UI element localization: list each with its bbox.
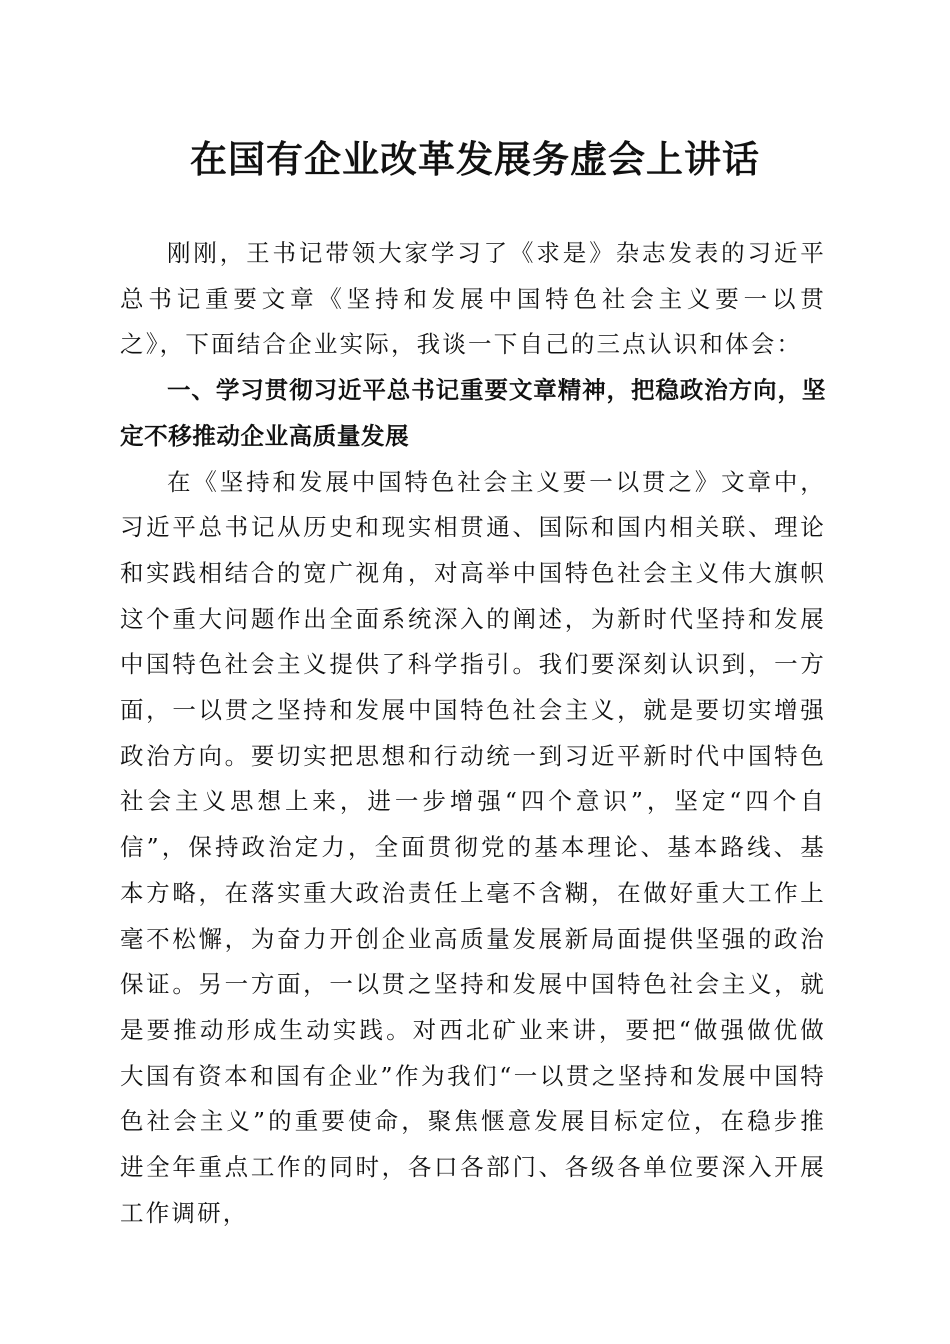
body-paragraph: 在《坚持和发展中国特色社会主义要一以贯之》文章中，习近平总书记从历史和现实相贯通、国际和国内相关联、理论和实践相结合的宽广视角，对高举中国特色社会主义伟大旗帜这个重大问题作出全面系统深入的阐述，为新时代坚持和发展中国特色社会主义提供了科学指引。我们要深刻认识到，一方面，一以贯之坚持和发展中国特色社会主义，就是要切实增强政治方向。要切实把思想和行动统一到习近平新时代中国特色社会主义思想上来，进一步增强“四个意识”，坚定“四个自信”，保持政治定力，全面贯彻党的基本理论、基本路线、基本方略，在落实重大政治责任上毫不含糊，在做好重大工作上毫不松懈，为奋力开创企业高质量发展新局面提供坚强的政治保证。另一方面，一以贯之坚持和发展中国特色社会主义，就是要推动形成生动实践。对西北矿业来讲，要把“做强做优做大国有资本和国有企业”作为我们“一以贯之坚持和发展中国特色社会主义”的重要使命，聚焦惬意发展目标定位，在稳步推进全年重点工作的同时，各口各部门、各级各单位要深入开展工作调研， bbox=[120, 467, 826, 1227]
document-body bbox=[120, 231, 826, 1236]
section-heading-1: 一、学习贯彻习近平总书记重要文章精神，把稳政治方向，坚定不移推动企业高质量发展 bbox=[120, 376, 826, 450]
intro-paragraph: 刚刚，王书记带领大家学习了《求是》杂志发表的习近平总书记重要文章《坚持和发展中国特色社会主义要一以贯之》，下面结合企业实际，我谈一下自己的三点认识和体会： bbox=[120, 239, 826, 359]
document-title: 在国有企业改革发展务虚会上讲话 bbox=[190, 137, 760, 181]
